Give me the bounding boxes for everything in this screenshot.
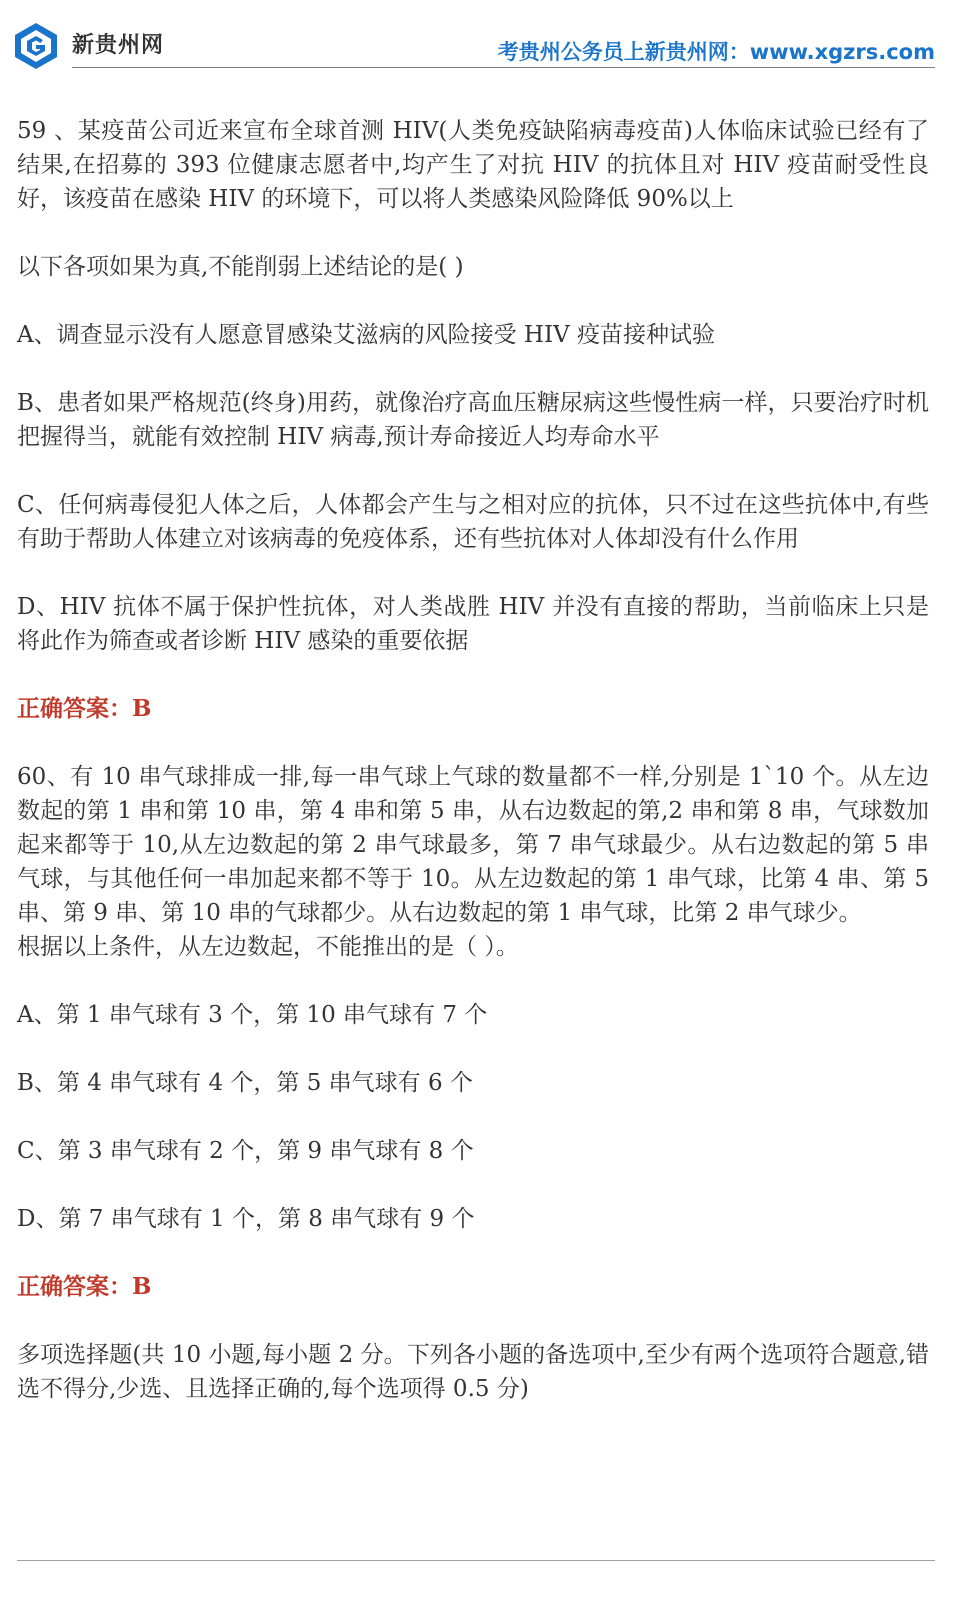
q60-option-b: B、第 4 串气球有 4 个，第 5 串气球有 6 个	[17, 1070, 473, 1096]
site-brand-name: 新贵州网	[72, 33, 165, 58]
site-tagline: 考贵州公务员上新贵州网：www.xgzrs.com	[497, 40, 935, 64]
q60-option-a: A、第 1 串气球有 3 个，第 10 串气球有 7 个	[17, 1002, 488, 1028]
q59-option-c: C、任何病毒侵犯人体之后，人体都会产生与之相对应的抗体，只不过在这些抗体中,有些有助于帮助人体建立对该病毒的免疫体系，还有些抗体对人体却没有什么作用	[17, 492, 929, 552]
q60-answer: 正确答案：B	[17, 1273, 152, 1300]
q59-answer: 正确答案：B	[17, 695, 152, 722]
multiple-choice-section-intro: 多项选择题(共 10 小题,每小题 2 分。下列各小题的备选项中,至少有两个选项符合题意,错选不得分,少选、且选择正确的,每个选项得 0.5 分)	[17, 1342, 929, 1402]
q59-question: 以下各项如果为真,不能削弱上述结论的是( )	[17, 254, 464, 280]
q60-stem: 60、有 10 串气球排成一排,每一串气球上气球的数量都不一样,分别是 1`10 个。从左边数起的第 1 串和第 10 串，第 4 串和第 5 串，从右边数起的第,2 串和第 8 串，气球数加起来都等于 10,从左边数起的第 2 串气球最多，第 7 串气球最少。从右边数起的第 5 串气球，与其他任何一串加起来都不等于 10。从左边数起的第 1 串气球，比第 4 串、第 5 串、第 9 串、第 10 串的气球都少。从右边数起的第 1 串气球，比第 2 串气球少。	[17, 764, 929, 926]
q59-option-a: A、调查显示没有人愿意冒感染艾滋病的风险接受 HIV 疫苗接种试验	[17, 322, 715, 348]
footer-divider	[17, 1560, 935, 1561]
hexagon-g-logo-icon	[12, 22, 60, 70]
q59-option-b: B、患者如果严格规范(终身)用药，就像治疗高血压糖尿病这些慢性病一样，只要治疗时机把握得当，就能有效控制 HIV 病毒,预计寿命接近人均寿命水平	[17, 390, 929, 450]
header-divider	[72, 67, 935, 68]
q60-option-d: D、第 7 串气球有 1 个，第 8 串气球有 9 个	[17, 1206, 475, 1232]
q60-option-c: C、第 3 串气球有 2 个，第 9 串气球有 8 个	[17, 1138, 474, 1164]
page-header	[0, 0, 977, 80]
q59-option-d: D、HIV 抗体不属于保护性抗体，对人类战胜 HIV 并没有直接的帮助，当前临床上只是将此作为筛查或者诊断 HIV 感染的重要依据	[17, 594, 929, 654]
q59-stem: 59 、某疫苗公司近来宣布全球首测 HIV(人类免疫缺陷病毒疫苗)人体临床试验已经有了结果,在招募的 393 位健康志愿者中,均产生了对抗 HIV 的抗体且对 HIV 疫苗耐受性良好，该疫苗在感染 HIV 的环境下，可以将人类感染风险降低 90%以上	[17, 118, 929, 212]
q60-question: 根据以上条件，从左边数起，不能推出的是（ ）。	[17, 934, 519, 960]
document-body	[17, 114, 929, 1440]
